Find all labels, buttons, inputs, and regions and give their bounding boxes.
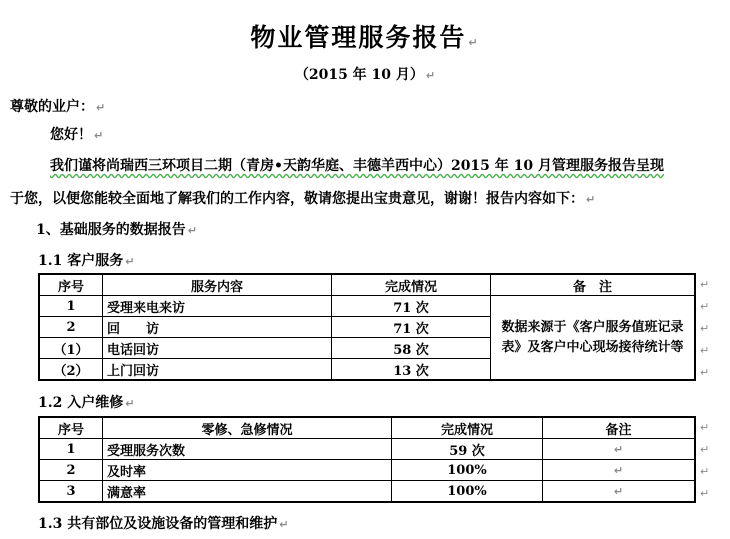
row-note: ↵ bbox=[543, 460, 696, 481]
return-mark: ↵ bbox=[700, 322, 710, 335]
row-content: 满意率 bbox=[103, 481, 392, 503]
section-1-2-heading: 1.2 入户维修 ↵ bbox=[38, 395, 135, 411]
header-cell: 备 注 bbox=[491, 274, 696, 296]
report-title: 物业管理服务报告 ↵ bbox=[250, 23, 480, 52]
header-cell: 序号 bbox=[39, 274, 103, 296]
return-mark: ↵ bbox=[700, 278, 710, 291]
header-cell: 完成情况 bbox=[332, 274, 491, 296]
table-row bbox=[39, 460, 695, 481]
row-status: 13 次 bbox=[332, 359, 491, 381]
row-no: 2 bbox=[39, 460, 103, 481]
section-1-1-heading: 1.1 客户服务 ↵ bbox=[38, 253, 135, 269]
row-note: ↵ bbox=[543, 439, 696, 460]
row-content: 回 访 bbox=[103, 317, 332, 338]
row-no: 2 bbox=[39, 317, 103, 338]
row-status: 59 次 bbox=[392, 439, 543, 460]
row-no: 3 bbox=[39, 481, 103, 503]
intro-line-1: 我们谨将尚瑞西三环项目二期（青房•天韵华庭、丰德羊西中心）2015 年 10 月管理服务报告呈现 bbox=[50, 158, 665, 174]
row-status: 71 次 bbox=[332, 296, 491, 317]
row-note: ↵ bbox=[543, 481, 696, 503]
header-cell: 服务内容 bbox=[103, 274, 332, 296]
customer-service-table bbox=[38, 273, 696, 381]
return-mark: ↵ bbox=[700, 366, 710, 379]
table-header-row bbox=[39, 274, 695, 296]
row-content: 上门回访 bbox=[103, 359, 332, 381]
table-row bbox=[39, 439, 695, 460]
row-status: 100% bbox=[392, 481, 543, 503]
return-mark: ↵ bbox=[700, 443, 710, 456]
return-mark: ↵ bbox=[700, 300, 710, 313]
row-content: 及时率 bbox=[103, 460, 392, 481]
salutation: 尊敬的业户： ↵ bbox=[10, 99, 106, 115]
table-row bbox=[39, 481, 695, 503]
table-header-row bbox=[39, 417, 695, 439]
row-content: 电话回访 bbox=[103, 338, 332, 359]
header-cell: 零修、急修情况 bbox=[103, 417, 392, 439]
return-mark: ↵ bbox=[700, 421, 710, 434]
header-cell: 备注 bbox=[543, 417, 696, 439]
table-row bbox=[39, 296, 695, 317]
header-cell: 完成情况 bbox=[392, 417, 543, 439]
return-mark: ↵ bbox=[700, 344, 710, 357]
header-cell: 序号 bbox=[39, 417, 103, 439]
row-status: 58 次 bbox=[332, 338, 491, 359]
report-date: （2015 年 10 月） ↵ bbox=[294, 67, 436, 83]
row-no: 1 bbox=[39, 439, 103, 460]
section-1-heading: 1、基础服务的数据报告 ↵ bbox=[36, 222, 197, 238]
repair-table bbox=[38, 416, 696, 503]
row-content: 受理来电来访 bbox=[103, 296, 332, 317]
row-no: 1 bbox=[39, 296, 103, 317]
greeting: 您好！ ↵ bbox=[50, 127, 104, 143]
row-status: 100% bbox=[392, 460, 543, 481]
row-content: 受理服务次数 bbox=[103, 439, 392, 460]
return-mark: ↵ bbox=[700, 487, 710, 500]
row-status: 71 次 bbox=[332, 317, 491, 338]
note-cell: 数据来源于《客户服务值班记录表》及客户中心现场接待统计等 bbox=[491, 296, 696, 381]
row-no: （1） bbox=[39, 338, 103, 359]
return-mark: ↵ bbox=[700, 465, 710, 478]
intro-line-2: 于您，以便您能较全面地了解我们的工作内容，敬请您提出宝贵意见，谢谢！报告内容如下： ↵ bbox=[10, 191, 596, 207]
section-1-3-heading: 1.3 共有部位及设施设备的管理和维护 ↵ bbox=[38, 516, 289, 532]
row-no: （2） bbox=[39, 359, 103, 381]
